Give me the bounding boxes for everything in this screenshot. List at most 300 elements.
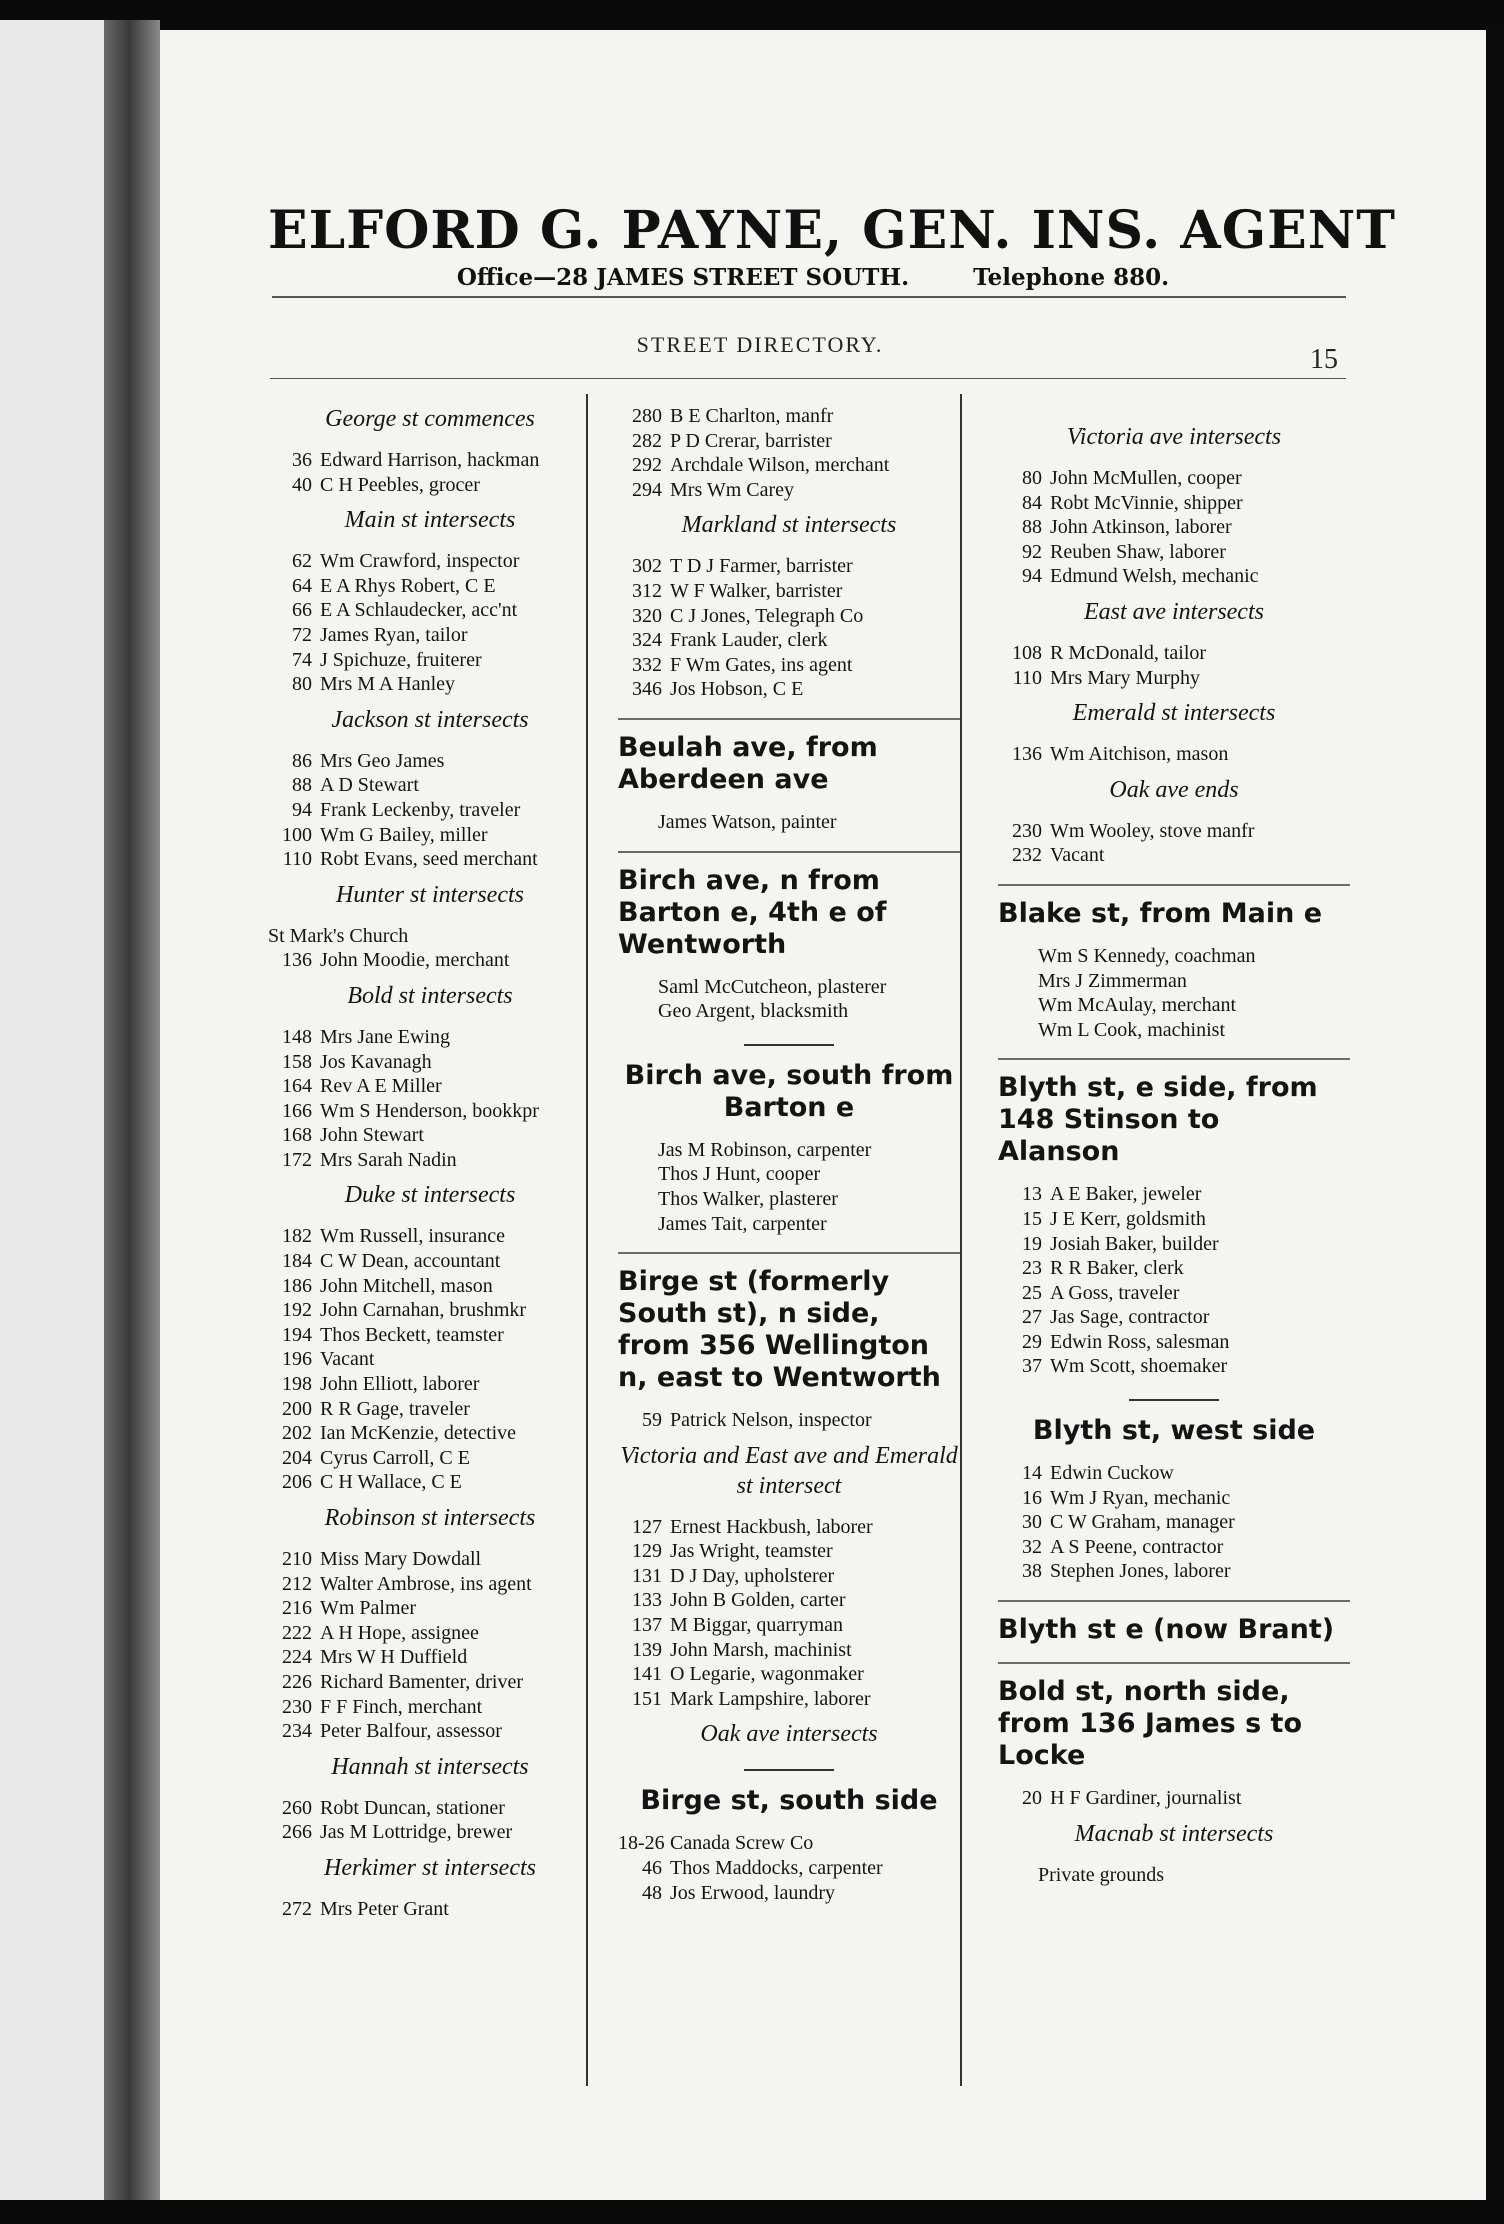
directory-entry xyxy=(268,623,592,648)
directory-entry xyxy=(618,1687,960,1712)
directory-entry xyxy=(268,1274,592,1299)
house-number: 29 xyxy=(1022,1330,1042,1353)
house-number: 110 xyxy=(1012,666,1042,689)
house-number: 13 xyxy=(1022,1183,1042,1206)
page-number: 15 xyxy=(1310,344,1338,375)
resident-name: Wm Wooley, stove manfr xyxy=(1050,819,1255,842)
directory-entry xyxy=(268,1695,592,1720)
house-number: 202 xyxy=(282,1422,312,1445)
resident-name: C W Dean, accountant xyxy=(320,1250,501,1273)
resident-name: D J Day, upholsterer xyxy=(670,1564,835,1587)
house-number: 25 xyxy=(1022,1281,1042,1304)
house-number: 110 xyxy=(282,848,312,871)
directory-entry xyxy=(998,1510,1350,1535)
advertiser-title: ELFORD G. PAYNE, GEN. INS. AGENT xyxy=(268,200,1396,261)
house-number: 164 xyxy=(282,1075,312,1098)
resident-name: Jas M Lottridge, brewer xyxy=(320,1821,513,1844)
resident-name: Josiah Baker, builder xyxy=(1050,1232,1219,1255)
directory-entry xyxy=(998,1535,1350,1560)
directory-entry xyxy=(618,975,960,1000)
directory-entry xyxy=(998,1182,1350,1207)
resident-name: Wm S Kennedy, coachman xyxy=(1038,944,1256,967)
house-number: 280 xyxy=(632,405,662,427)
resident-name: Wm L Cook, machinist xyxy=(1038,1018,1226,1041)
resident-name: E A Rhys Robert, C E xyxy=(320,574,496,597)
resident-name: F F Finch, merchant xyxy=(320,1695,483,1718)
intersection-note: Bold st intersects xyxy=(347,982,513,1009)
house-number: 62 xyxy=(292,550,312,573)
directory-entry xyxy=(618,1539,960,1564)
street-heading: Bold st, north side, from 136 James s to Locke xyxy=(998,1676,1303,1772)
house-number: 129 xyxy=(632,1540,662,1563)
scan-border-top xyxy=(0,0,1504,28)
resident-name: John Moodie, merchant xyxy=(320,949,510,972)
house-number: 226 xyxy=(282,1670,312,1693)
resident-name: Frank Lauder, clerk xyxy=(670,629,828,652)
intersection-note: Macnab st intersects xyxy=(1074,1820,1274,1847)
house-number: 136 xyxy=(1012,743,1042,766)
directory-entry xyxy=(268,1645,592,1670)
house-number: 131 xyxy=(632,1564,662,1587)
resident-name: M Biggar, quarryman xyxy=(670,1614,844,1637)
house-number: 136 xyxy=(282,949,312,972)
directory-entry xyxy=(268,1323,592,1348)
house-number: 272 xyxy=(282,1897,312,1920)
directory-entry xyxy=(268,1596,592,1621)
directory-entry xyxy=(268,1446,592,1471)
entry-list xyxy=(998,1461,1350,1584)
directory-entry xyxy=(268,1224,592,1249)
directory-entry xyxy=(268,1621,592,1646)
house-number: 108 xyxy=(1012,641,1042,664)
resident-name: Jos Hobson, C E xyxy=(670,678,804,701)
resident-name: Edmund Welsh, mechanic xyxy=(1050,565,1259,588)
house-number: 232 xyxy=(1012,844,1042,867)
office-address: Office—28 JAMES STREET SOUTH. xyxy=(456,264,910,291)
house-number: 48 xyxy=(642,1881,662,1904)
house-number: 127 xyxy=(632,1515,662,1538)
directory-entry xyxy=(268,847,592,872)
directory-entry xyxy=(268,574,592,599)
entry-list xyxy=(998,641,1350,690)
resident-name: Edwin Cuckow xyxy=(1050,1462,1174,1485)
house-number: 94 xyxy=(292,798,312,821)
directory-entry xyxy=(618,579,960,604)
entry-list xyxy=(268,1897,592,1922)
directory-entry xyxy=(998,944,1350,969)
street-heading: Blyth st, west side xyxy=(1032,1415,1316,1447)
house-number: 37 xyxy=(1022,1355,1042,1378)
directory-entry xyxy=(618,1212,960,1237)
house-number: 222 xyxy=(282,1621,312,1644)
resident-name: Frank Leckenby, traveler xyxy=(320,798,521,821)
house-number: 158 xyxy=(282,1050,312,1073)
directory-entry xyxy=(618,1613,960,1638)
resident-name: John B Golden, carter xyxy=(670,1589,846,1612)
directory-entry xyxy=(618,453,960,478)
directory-entry xyxy=(998,1559,1350,1584)
resident-name: Jos Erwood, laundry xyxy=(670,1881,835,1904)
directory-entry xyxy=(998,1018,1350,1043)
house-number: 224 xyxy=(282,1646,312,1669)
directory-entry xyxy=(998,1256,1350,1281)
directory-entry xyxy=(268,948,592,973)
street-heading: Birch ave, south from Barton e xyxy=(624,1059,954,1123)
intersection-note: Emerald st intersects xyxy=(1072,700,1276,727)
resident-name: James Tait, carpenter xyxy=(658,1212,827,1235)
entry-list xyxy=(998,1786,1350,1811)
entry-list xyxy=(618,1408,960,1433)
directory-entry xyxy=(998,1330,1350,1355)
directory-entry xyxy=(998,969,1350,994)
house-number: 133 xyxy=(632,1589,662,1612)
house-number: 139 xyxy=(632,1638,662,1661)
resident-name: Mrs J Zimmerman xyxy=(1038,969,1187,992)
section-rule xyxy=(998,1600,1350,1602)
advertiser-subline xyxy=(268,264,1358,291)
intersection-note: Main st intersects xyxy=(344,507,516,534)
intersection-note: George st commences xyxy=(325,406,535,432)
resident-name: Ernest Hackbush, laborer xyxy=(670,1515,873,1538)
house-number: 16 xyxy=(1022,1486,1042,1509)
house-number: 86 xyxy=(292,749,312,772)
directory-entry xyxy=(618,1638,960,1663)
house-number: 32 xyxy=(1022,1535,1042,1558)
intersection-note: Hunter st intersects xyxy=(336,881,524,908)
directory-entry xyxy=(998,466,1350,491)
resident-name: R R Baker, clerk xyxy=(1050,1257,1184,1280)
resident-name: Thos Walker, plasterer xyxy=(658,1187,838,1210)
entry-list xyxy=(618,404,960,502)
house-number: 206 xyxy=(282,1471,312,1494)
directory-entry xyxy=(618,810,960,835)
directory-entry xyxy=(268,1796,592,1821)
resident-name: John Marsh, machinist xyxy=(670,1638,852,1661)
resident-name: F Wm Gates, ins agent xyxy=(670,653,853,676)
house-number: 230 xyxy=(282,1695,312,1718)
directory-entry xyxy=(268,1719,592,1744)
resident-name: Mark Lampshire, laborer xyxy=(670,1687,871,1710)
directory-entry xyxy=(618,429,960,454)
house-number: 234 xyxy=(282,1720,312,1743)
directory-entry xyxy=(268,1397,592,1422)
directory-entry xyxy=(998,1786,1350,1811)
house-number: 14 xyxy=(1022,1462,1042,1485)
column-middle xyxy=(618,404,960,1905)
directory-entry xyxy=(268,1249,592,1274)
resident-name: A D Stewart xyxy=(320,774,419,797)
street-heading: Blyth st, e side, from 148 Stinson to Alanson xyxy=(998,1072,1318,1168)
house-number: 204 xyxy=(282,1446,312,1469)
house-number: 23 xyxy=(1022,1257,1042,1280)
house-number: 260 xyxy=(282,1796,312,1819)
resident-name: Saml McCutcheon, plasterer xyxy=(658,975,887,998)
directory-entry xyxy=(268,598,592,623)
resident-name: Richard Bamenter, driver xyxy=(320,1670,524,1693)
resident-name: Mrs W H Duffield xyxy=(320,1646,468,1669)
resident-name: Patrick Nelson, inspector xyxy=(670,1409,872,1432)
house-number: 266 xyxy=(282,1821,312,1844)
house-number: 194 xyxy=(282,1323,312,1346)
entry-list xyxy=(998,1863,1350,1888)
telephone-number: Telephone 880. xyxy=(973,264,1170,291)
house-number: 18-26 xyxy=(618,1832,665,1855)
directory-entry xyxy=(268,1347,592,1372)
house-number: 88 xyxy=(292,774,312,797)
resident-name: Wm J Ryan, mechanic xyxy=(1050,1486,1231,1509)
directory-entry xyxy=(268,1074,592,1099)
intersection-note: Jackson st intersects xyxy=(331,706,529,733)
entry-list xyxy=(268,749,592,872)
directory-entry xyxy=(268,823,592,848)
resident-name: C H Wallace, C E xyxy=(320,1471,462,1494)
directory-entry xyxy=(618,554,960,579)
resident-name: Thos Beckett, teamster xyxy=(320,1323,504,1346)
resident-name: C H Peebles, grocer xyxy=(320,473,480,496)
resident-name: A Goss, traveler xyxy=(1050,1281,1180,1304)
directory-entry xyxy=(618,1564,960,1589)
column-right xyxy=(998,414,1350,1887)
directory-entry xyxy=(268,473,592,498)
entry-list xyxy=(998,1182,1350,1379)
house-number: 30 xyxy=(1022,1511,1042,1534)
house-number: 148 xyxy=(282,1025,312,1048)
resident-name: Wm Russell, insurance xyxy=(320,1225,505,1248)
directory-entry xyxy=(618,1662,960,1687)
resident-name: Wm Crawford, inspector xyxy=(320,550,520,573)
directory-entry xyxy=(268,1470,592,1495)
house-number: 294 xyxy=(632,478,662,501)
resident-name: C J Jones, Telegraph Co xyxy=(670,604,864,627)
resident-name: W F Walker, barrister xyxy=(670,579,843,602)
intersection-note: Oak ave ends xyxy=(1109,776,1239,803)
house-number: 216 xyxy=(282,1597,312,1620)
resident-name: Wm McAulay, merchant xyxy=(1038,994,1237,1017)
house-number: 20 xyxy=(1022,1787,1042,1810)
entry-list xyxy=(618,554,960,702)
resident-name: Thos J Hunt, cooper xyxy=(658,1163,821,1186)
resident-name: Archdale Wilson, merchant xyxy=(670,454,890,477)
directory-entry xyxy=(268,749,592,774)
entry-list xyxy=(268,924,592,973)
house-number: 230 xyxy=(1012,819,1042,842)
scan-border-bottom xyxy=(0,2200,1504,2224)
section-rule xyxy=(618,1252,960,1254)
section-rule xyxy=(744,1044,834,1046)
street-heading: Birch ave, n from Barton e, 4th e of Wentworth xyxy=(618,864,887,960)
resident-name: E A Schlaudecker, acc'nt xyxy=(320,599,518,622)
resident-name: Stephen Jones, laborer xyxy=(1050,1560,1231,1583)
resident-name: Reuben Shaw, laborer xyxy=(1050,540,1226,563)
directory-entry xyxy=(998,540,1350,565)
house-number: 182 xyxy=(282,1225,312,1248)
directory-entry xyxy=(268,672,592,697)
header-rule xyxy=(272,296,1346,298)
resident-name: St Mark's Church xyxy=(268,924,409,947)
directory-entry xyxy=(998,564,1350,589)
house-number: 100 xyxy=(282,823,312,846)
house-number: 168 xyxy=(282,1124,312,1147)
resident-name: Wm G Bailey, miller xyxy=(320,823,488,846)
column-divider-right xyxy=(960,394,962,2086)
directory-entry xyxy=(998,1281,1350,1306)
resident-name: Wm Aitchison, mason xyxy=(1050,743,1229,766)
house-number: 151 xyxy=(632,1687,662,1710)
directory-entry xyxy=(998,666,1350,691)
directory-entry xyxy=(618,1187,960,1212)
house-number: 64 xyxy=(292,574,312,597)
directory-entry xyxy=(268,1025,592,1050)
directory-entry xyxy=(268,1572,592,1597)
house-number: 282 xyxy=(632,429,662,452)
directory-entry xyxy=(268,1897,592,1922)
house-number: 137 xyxy=(632,1614,662,1637)
directory-entry xyxy=(998,1461,1350,1486)
directory-entry xyxy=(268,924,592,949)
entry-list xyxy=(618,1138,960,1236)
resident-name: Mrs Jane Ewing xyxy=(320,1025,450,1048)
resident-name: J Spichuze, fruiterer xyxy=(320,648,482,671)
directory-entry xyxy=(618,653,960,678)
resident-name: Mrs Sarah Nadin xyxy=(320,1148,457,1171)
entry-list xyxy=(268,448,592,497)
resident-name: H F Gardiner, journalist xyxy=(1050,1787,1242,1810)
street-heading: Birge st, south side xyxy=(640,1785,938,1817)
resident-name: Rev A E Miller xyxy=(320,1075,442,1098)
resident-name: Vacant xyxy=(1050,844,1105,867)
directory-entry xyxy=(268,648,592,673)
resident-name: Wm Palmer xyxy=(320,1597,417,1620)
section-rule xyxy=(998,884,1350,886)
resident-name: A H Hope, assignee xyxy=(320,1621,479,1644)
resident-name: Mrs Geo James xyxy=(320,749,445,772)
resident-name: Cyrus Carroll, C E xyxy=(320,1446,470,1469)
directory-entry xyxy=(998,1232,1350,1257)
house-number: 320 xyxy=(632,604,662,627)
resident-name: Wm S Henderson, bookkpr xyxy=(320,1099,539,1122)
resident-name: Peter Balfour, assessor xyxy=(320,1720,502,1743)
resident-name: Robt Evans, seed merchant xyxy=(320,848,538,871)
directory-entry xyxy=(618,628,960,653)
directory-entry xyxy=(618,1588,960,1613)
resident-name: O Legarie, wagonmaker xyxy=(670,1663,864,1686)
house-number: 166 xyxy=(282,1099,312,1122)
house-number: 38 xyxy=(1022,1560,1042,1583)
house-number: 212 xyxy=(282,1572,312,1595)
resident-name: Thos Maddocks, carpenter xyxy=(670,1857,883,1880)
resident-name: Walter Ambrose, ins agent xyxy=(320,1572,532,1595)
entry-list xyxy=(618,975,960,1024)
directory-entry xyxy=(268,798,592,823)
resident-name: A E Baker, jeweler xyxy=(1050,1183,1202,1206)
resident-name: R R Gage, traveler xyxy=(320,1397,470,1420)
directory-entry xyxy=(618,999,960,1024)
directory-entry xyxy=(998,641,1350,666)
resident-name: Miss Mary Dowdall xyxy=(320,1548,482,1570)
resident-name: C W Graham, manager xyxy=(1050,1511,1235,1534)
house-number: 196 xyxy=(282,1348,312,1371)
house-number: 312 xyxy=(632,579,662,602)
resident-name: Canada Screw Co xyxy=(670,1832,814,1855)
directory-entry xyxy=(268,1123,592,1148)
house-number: 59 xyxy=(642,1409,662,1432)
house-number: 198 xyxy=(282,1373,312,1396)
resident-name: Wm Scott, shoemaker xyxy=(1050,1355,1228,1378)
house-number: 19 xyxy=(1022,1232,1042,1255)
resident-name: Mrs M A Hanley xyxy=(320,673,455,696)
house-number: 141 xyxy=(632,1663,662,1686)
resident-name: R McDonald, tailor xyxy=(1050,641,1207,664)
house-number: 27 xyxy=(1022,1306,1042,1329)
resident-name: Jas Sage, contractor xyxy=(1050,1306,1210,1329)
directory-entry xyxy=(268,1372,592,1397)
section-rule xyxy=(618,718,960,720)
entry-list xyxy=(998,819,1350,868)
resident-name: Edwin Ross, salesman xyxy=(1050,1330,1230,1353)
directory-entry xyxy=(268,1050,592,1075)
directory-entry xyxy=(268,549,592,574)
section-rule xyxy=(998,1662,1350,1664)
section-rule xyxy=(618,851,960,853)
entry-list xyxy=(268,1796,592,1845)
resident-name: John Atkinson, laborer xyxy=(1050,516,1232,539)
directory-entry xyxy=(268,1298,592,1323)
house-number: 192 xyxy=(282,1299,312,1322)
resident-name: Robt McVinnie, shipper xyxy=(1050,491,1243,514)
resident-name: Mrs Wm Carey xyxy=(670,478,795,501)
directory-entry xyxy=(268,1148,592,1173)
resident-name: Mrs Peter Grant xyxy=(320,1897,449,1920)
directory-entry xyxy=(998,1207,1350,1232)
resident-name: Jos Kavanagh xyxy=(320,1050,432,1073)
house-number: 346 xyxy=(632,678,662,701)
resident-name: James Ryan, tailor xyxy=(320,623,468,646)
intersection-note: Hannah st intersects xyxy=(331,1753,529,1780)
intersection-note: Herkimer st intersects xyxy=(324,1854,536,1881)
directory-entry xyxy=(618,1138,960,1163)
resident-name: B E Charlton, manfr xyxy=(670,405,834,427)
house-number: 36 xyxy=(292,449,312,471)
directory-entry xyxy=(618,1831,960,1856)
directory-entry xyxy=(618,1856,960,1881)
house-number: 94 xyxy=(1022,565,1042,588)
entry-list xyxy=(268,1025,592,1173)
directory-entry xyxy=(998,1354,1350,1379)
house-number: 84 xyxy=(1022,491,1042,514)
house-number: 80 xyxy=(1022,467,1042,489)
house-number: 80 xyxy=(292,673,312,696)
intersection-note: Victoria and East ave and Emerald st intersect xyxy=(620,1442,958,1499)
house-number: 15 xyxy=(1022,1207,1042,1230)
directory-entry xyxy=(618,478,960,503)
section-rule xyxy=(744,1769,834,1771)
resident-name: John Mitchell, mason xyxy=(320,1274,493,1297)
resident-name: John Carnahan, brushmkr xyxy=(320,1299,527,1322)
house-number: 66 xyxy=(292,599,312,622)
entry-list xyxy=(618,1831,960,1905)
resident-name: John McMullen, cooper xyxy=(1050,467,1242,489)
entry-list xyxy=(998,466,1350,589)
running-head-rule xyxy=(270,378,1346,379)
directory-entry xyxy=(268,773,592,798)
directory-entry xyxy=(268,1670,592,1695)
resident-name: P D Crerar, barrister xyxy=(670,429,832,452)
section-rule xyxy=(998,1058,1350,1060)
directory-entry xyxy=(618,1162,960,1187)
street-heading: Beulah ave, from Aberdeen ave xyxy=(618,731,878,795)
directory-entry xyxy=(618,404,960,429)
house-number: 210 xyxy=(282,1548,312,1570)
